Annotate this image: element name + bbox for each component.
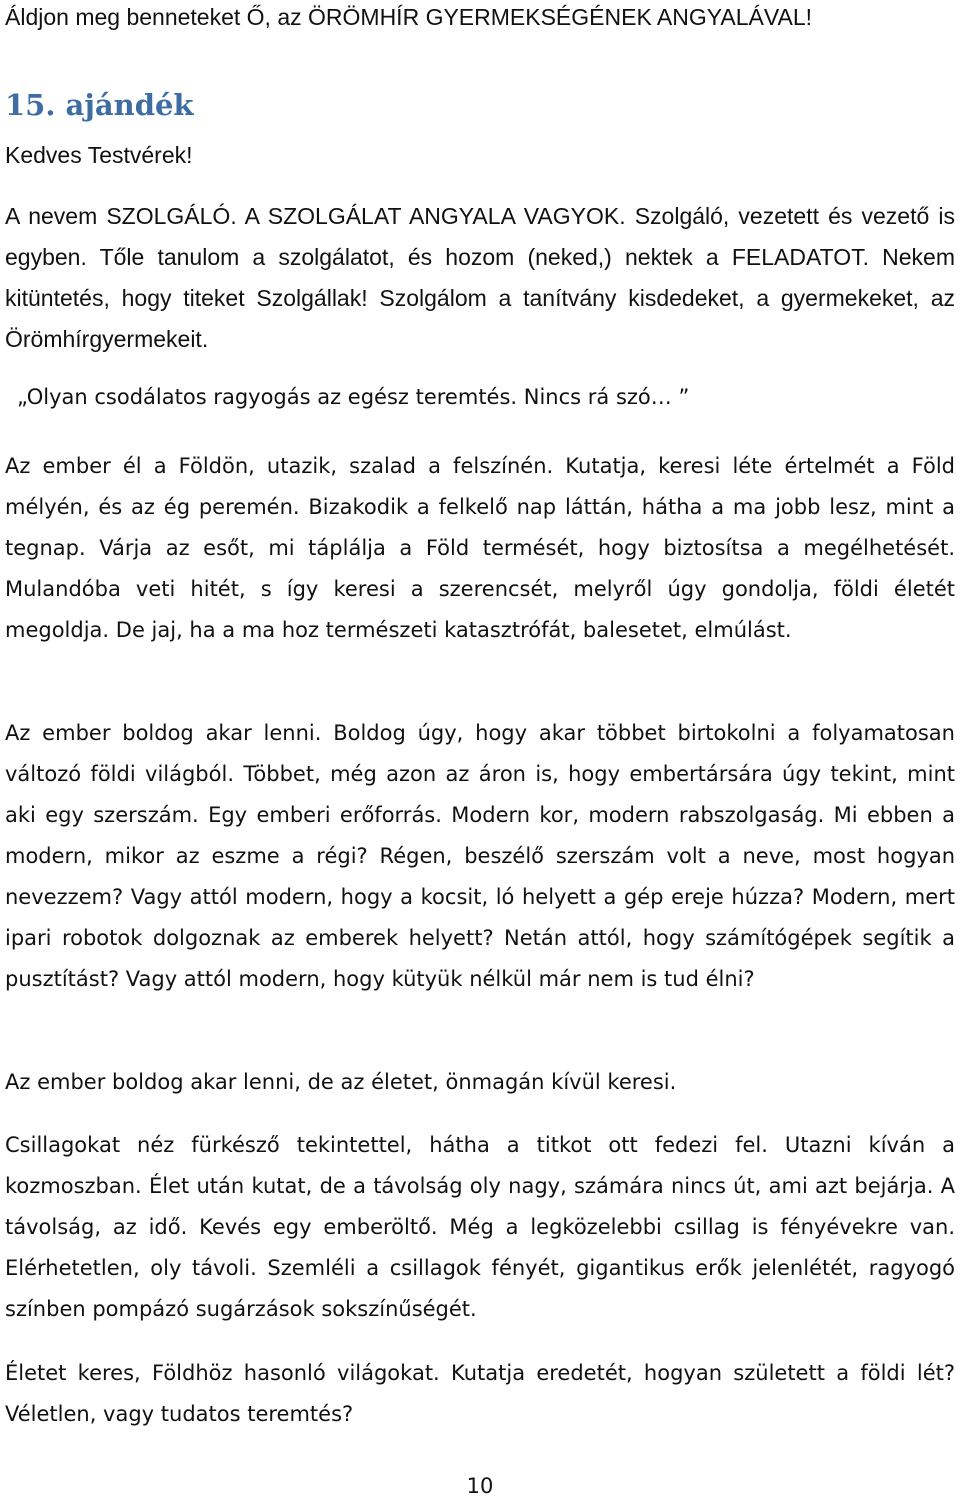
quote-lead: „Olyan csodálatos ragyogás az egész teremtés. Nincs rá szó… ”	[17, 385, 690, 409]
page-number: 10	[466, 1474, 494, 1498]
paragraph-3: Az ember boldog akar lenni, de az életet, önmagán kívül keresi.	[5, 1070, 677, 1094]
paragraph-5: Életet keres, Földhöz hasonló világokat. Kutatja eredetét, hogyan született a földi lét? Véletlen, vagy tudatos teremtés?	[5, 1361, 955, 1426]
greeting-line: Áldjon meg benneteket Ő, az ÖRÖMHÍR GYERMEKSÉGÉNEK ANGYALÁVAL!	[5, 4, 813, 30]
salutation: Kedves Testvérek!	[5, 142, 193, 168]
intro-paragraph: A nevem SZOLGÁLÓ. A SZOLGÁLAT ANGYALA VAGYOK. Szolgáló, vezetett és vezető is egyben. Tőle tanulom a szolgálatot, és hozom (neked,) nektek a FELADATOT. Nekem kitüntetés, hogy titeket Szolgállak! Szolgálom a tanítvány kisdedeket, a gyermekeket, az Örömhírgyermekeit.	[5, 203, 955, 352]
paragraph-1: Az ember él a Földön, utazik, szalad a felszínén. Kutatja, keresi léte értelmét a Föld mélyén, és az ég peremén. Bizakodik a felkelő nap láttán, hátha a ma jobb lesz, mint a tegnap. Várja az esőt, mi táplálja a Föld termését, hogy biztosítsa a megélhetését. Mulandóba veti hitét, s így keresi a szerencsét, melyről úgy gondolja, földi életét megoldja. De jaj, ha a ma hoz természeti katasztrófát, balesetet, elmúlást.	[5, 454, 955, 642]
paragraph-4: Csillagokat néz fürkésző tekintettel, hátha a titkot ott fedezi fel. Utazni kíván a kozmoszban. Élet után kutat, de a távolság oly nagy, számára nincs út, ami azt bejárja. A távolság, az idő. Kevés egy emberöltő. Még a legközelebbi csillag is fényévekre van. Elérhetetlen, oly távoli. Szemléli a csillagok fényét, gigantikus erők jelenlétét, ragyogó színben pompázó sugárzások sokszínűségét.	[5, 1133, 955, 1321]
paragraph-2: Az ember boldog akar lenni. Boldog úgy, hogy akar többet birtokolni a folyamatosan változó földi világból. Többet, még azon az áron is, hogy embertársára úgy tekint, mint aki egy szerszám. Egy emberi erőforrás. Modern kor, modern rabszolgaság. Mi ebben a modern, mikor az eszme a régi? Régen, beszélő szerszám volt a neve, most hogyan nevezzem? Vagy attól modern, hogy a kocsit, ló helyett a gép ereje húzza? Modern, mert ipari robotok dolgoznak az emberek helyett? Netán attól, hogy számítógépek segítik a pusztítást? Vagy attól modern, hogy kütyük nélkül már nem is tud élni?	[5, 721, 955, 991]
gift-heading: 15. ajándék	[5, 88, 194, 122]
